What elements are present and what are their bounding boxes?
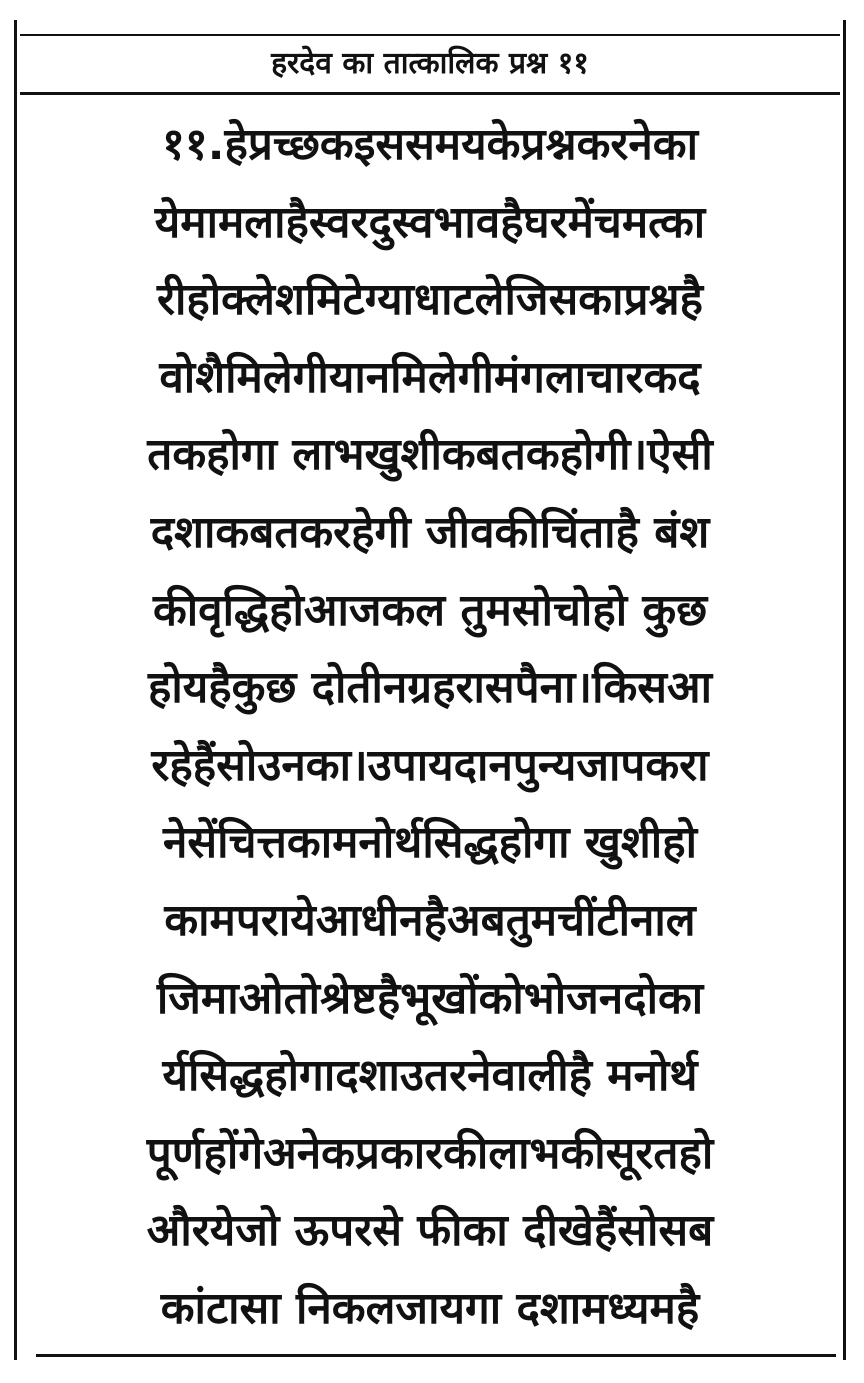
text-line-7: कीवृद्धिहोआजकल तुमसोचोहो कुछ bbox=[152, 584, 708, 636]
body-text bbox=[24, 106, 836, 1348]
text-line-15: औरयेजो ऊपरसे फीका दीखेहैंसोसब bbox=[146, 1205, 714, 1257]
text-line-5: तकहोगा लाभखुशीकबतकहोगी।ऐसी bbox=[147, 429, 713, 481]
text-line-11: कामपरायेआधीनहैअबतुमचींटीनाल bbox=[164, 894, 696, 946]
text-line-4: वोशैमिलेगीयानमिलेगीमंगलाचारकद bbox=[159, 351, 701, 403]
text-line-13: र्यसिद्धहोगादशाउतरनेवालीहै मनोर्थ bbox=[162, 1050, 698, 1102]
header-rule bbox=[20, 92, 840, 95]
top-rule bbox=[20, 34, 840, 36]
page-header: हरदेव का तात्कालिक प्रश्न ११ bbox=[271, 46, 589, 81]
text-line-14: पूर्णहोंगेअनेकप्रकारकीलाभकीसूरतहो bbox=[146, 1127, 714, 1179]
text-line-8: होयहैकुछ दोतीनग्रहरासपैना।किसआ bbox=[148, 662, 712, 714]
text-line-9: रहेहैंसोउनका।उपायदानपुन्यजापकरा bbox=[151, 739, 709, 791]
text-line-2: येमामलाहैस्वरदुस्वभावहैघरमेंचमत्का bbox=[154, 196, 706, 248]
bottom-rule bbox=[36, 1354, 836, 1357]
text-line-6: दशाकबतकरहेगी जीवकीचिंताहै बंश bbox=[150, 506, 710, 558]
text-line-10: नेसेंचित्तकामनोर्थसिद्धहोगा खुशीहो bbox=[163, 817, 697, 869]
text-line-3: रीहोक्लेशमिटेग्याधाटलेजिसकाप्रश्नहै bbox=[157, 274, 703, 326]
text-line-16: कांटासा निकलजायगा दशामध्यमहै bbox=[160, 1282, 700, 1334]
text-line-12: जिमाओतोश्रेष्टहैभूखोंकोभोजनदोका bbox=[156, 972, 704, 1024]
text-line-1: ११.हेप्रच्छकइससमयकेप्रश्नकरनेका bbox=[162, 119, 698, 170]
